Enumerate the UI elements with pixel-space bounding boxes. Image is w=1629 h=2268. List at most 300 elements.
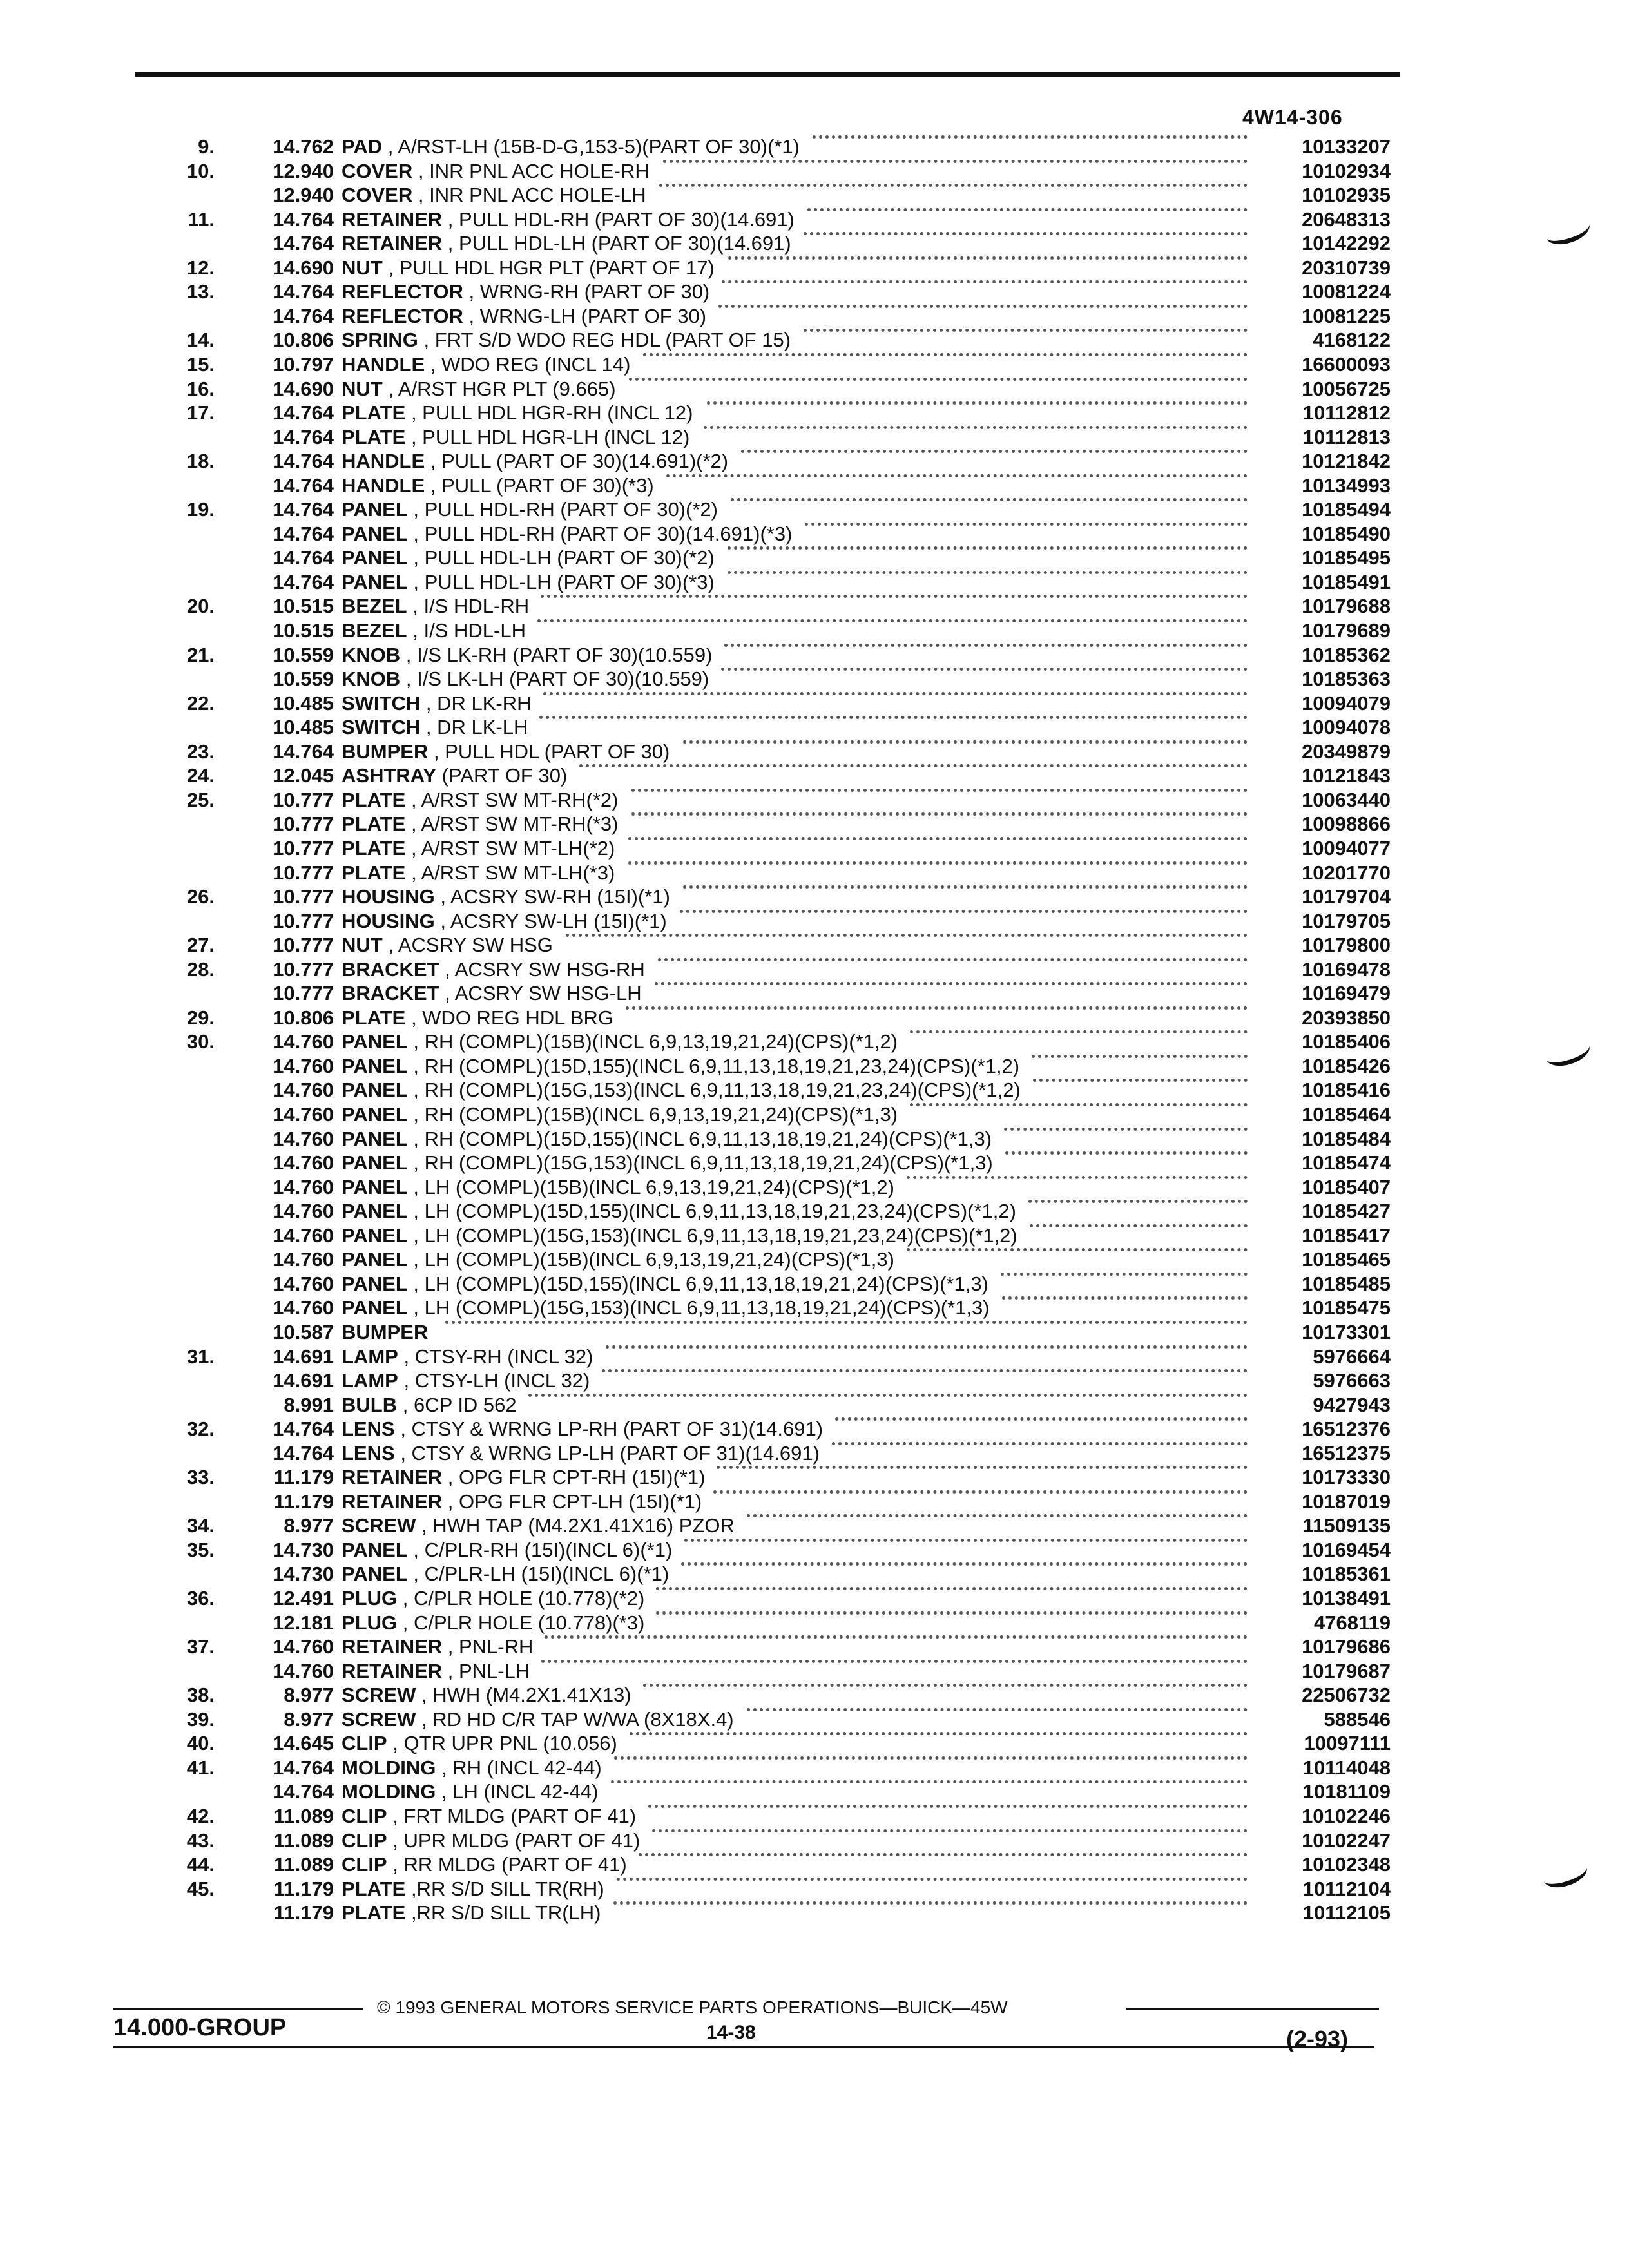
part-group-number: 11.089 bbox=[273, 1853, 334, 1876]
leader-dots bbox=[566, 934, 1248, 937]
part-name: PANEL bbox=[342, 1272, 408, 1295]
part-number: 10185495 bbox=[1302, 546, 1391, 570]
part-number: 10169454 bbox=[1302, 1538, 1391, 1561]
part-description bbox=[342, 1151, 993, 1175]
part-description bbox=[342, 764, 567, 787]
part-ref-number: 41. bbox=[186, 1756, 215, 1779]
part-group-number: 10.485 bbox=[273, 691, 334, 715]
part-name: PANEL bbox=[342, 522, 408, 545]
leader-dots bbox=[747, 1708, 1248, 1711]
part-description bbox=[342, 1103, 898, 1126]
leader-dots bbox=[666, 474, 1248, 477]
part-name: PANEL bbox=[342, 1296, 408, 1320]
part-spec: , A/RST HGR PLT (9.665) bbox=[388, 377, 616, 400]
part-name: LENS bbox=[342, 1441, 395, 1465]
part-spec: , DR LK-RH bbox=[425, 691, 532, 715]
part-spec: , LH (COMPL)(15B)(INCL 6,9,13,19,21,24)(CPS)(*1,2) bbox=[413, 1175, 894, 1198]
part-description bbox=[342, 1611, 644, 1635]
part-row bbox=[0, 1805, 1629, 1829]
part-ref-number: 28. bbox=[186, 957, 215, 981]
part-number: 10102247 bbox=[1302, 1829, 1391, 1852]
part-name: HANDLE bbox=[342, 352, 425, 376]
part-number: 10185485 bbox=[1302, 1272, 1391, 1295]
part-group-number: 14.764 bbox=[273, 1418, 334, 1441]
part-row bbox=[0, 1635, 1629, 1659]
part-number: 4768119 bbox=[1314, 1611, 1391, 1634]
leader-dots bbox=[707, 401, 1248, 405]
leader-dots bbox=[907, 1176, 1248, 1179]
leader-dots bbox=[680, 910, 1248, 913]
part-row bbox=[0, 789, 1629, 812]
part-name: CLIP bbox=[342, 1853, 387, 1876]
part-row bbox=[0, 885, 1629, 909]
part-spec: , RR MLDG (PART OF 41) bbox=[392, 1853, 627, 1876]
part-group-number: 8.977 bbox=[284, 1514, 334, 1537]
part-group-number: 14.760 bbox=[273, 1054, 334, 1077]
part-number: 10179705 bbox=[1302, 909, 1391, 932]
part-name: REFLECTOR bbox=[342, 304, 463, 327]
part-spec: , C/PLR-LH (15I)(INCL 6)(*1) bbox=[413, 1562, 670, 1586]
part-description bbox=[342, 1394, 517, 1417]
part-spec: , PULL HDL-LH (PART OF 30)(14.691) bbox=[447, 232, 791, 255]
part-name: BEZEL bbox=[342, 619, 407, 642]
part-number: 10179689 bbox=[1302, 619, 1391, 642]
part-spec: , PULL HDL-RH (PART OF 30)(14.691) bbox=[447, 207, 795, 231]
leader-dots bbox=[704, 426, 1248, 429]
part-number: 10179686 bbox=[1302, 1635, 1391, 1658]
part-ref-number: 25. bbox=[186, 788, 215, 811]
leader-dots bbox=[713, 1490, 1248, 1494]
part-name: NUT bbox=[342, 256, 383, 279]
part-name: PANEL bbox=[342, 570, 408, 593]
part-group-number: 14.760 bbox=[273, 1635, 334, 1658]
part-number: 10114048 bbox=[1302, 1756, 1391, 1779]
part-row bbox=[0, 1418, 1629, 1441]
part-name: RETAINER bbox=[342, 1490, 443, 1513]
part-group-number: 10.777 bbox=[273, 836, 334, 860]
part-spec: , A/RST SW MT-LH(*3) bbox=[410, 861, 615, 884]
part-number: 16512376 bbox=[1302, 1418, 1391, 1441]
part-description bbox=[342, 1055, 1019, 1078]
part-spec: , LH (COMPL)(15G,153)(INCL 6,9,11,13,18,19,21,24)(CPS)(*1,3) bbox=[413, 1296, 990, 1320]
part-group-number: 10.777 bbox=[273, 885, 334, 908]
leader-dots bbox=[543, 692, 1248, 695]
part-number: 10173330 bbox=[1302, 1466, 1391, 1489]
leader-dots bbox=[1002, 1296, 1248, 1300]
part-ref-number: 44. bbox=[186, 1853, 215, 1876]
part-name: PLATE bbox=[342, 401, 406, 425]
part-row bbox=[0, 1660, 1629, 1684]
part-name: PLUG bbox=[342, 1611, 398, 1634]
part-name: HOUSING bbox=[342, 909, 435, 932]
part-group-number: 8.977 bbox=[284, 1684, 334, 1707]
leader-dots bbox=[804, 329, 1248, 332]
part-description bbox=[342, 305, 706, 328]
part-name: KNOB bbox=[342, 668, 401, 691]
part-description bbox=[342, 571, 715, 594]
part-row bbox=[0, 934, 1629, 957]
part-spec: , LH (COMPL)(15D,155)(INCL 6,9,11,13,18,19,21,23,24)(CPS)(*1,2) bbox=[413, 1200, 1016, 1223]
part-number: 10081224 bbox=[1302, 280, 1391, 303]
part-description bbox=[342, 450, 728, 473]
part-spec: , CTSY & WRNG LP-RH (PART OF 31)(14.691) bbox=[400, 1418, 824, 1441]
part-row bbox=[0, 668, 1629, 691]
leader-dots bbox=[663, 160, 1248, 163]
part-description bbox=[342, 1128, 992, 1151]
part-group-number: 10.515 bbox=[273, 619, 334, 642]
part-number: 10185475 bbox=[1302, 1296, 1391, 1320]
part-name: SWITCH bbox=[342, 691, 421, 715]
part-group-number: 14.764 bbox=[273, 280, 334, 303]
part-name: PANEL bbox=[342, 1127, 408, 1150]
leader-dots bbox=[1032, 1055, 1248, 1058]
part-name: PANEL bbox=[342, 498, 408, 521]
leader-dots bbox=[1030, 1224, 1248, 1227]
part-row bbox=[0, 1055, 1629, 1079]
part-row bbox=[0, 426, 1629, 450]
part-spec: , PULL HDL-RH (PART OF 30)(14.691)(*3) bbox=[413, 522, 793, 545]
part-name: NUT bbox=[342, 934, 383, 957]
leader-dots bbox=[910, 1030, 1248, 1033]
part-name: PLATE bbox=[342, 1877, 406, 1900]
part-group-number: 14.764 bbox=[273, 1780, 334, 1803]
part-number: 10138491 bbox=[1302, 1587, 1391, 1610]
part-description bbox=[342, 329, 791, 352]
part-spec: , I/S HDL-LH bbox=[412, 619, 526, 642]
leader-dots bbox=[813, 135, 1248, 139]
part-row bbox=[0, 716, 1629, 740]
part-row bbox=[0, 280, 1629, 304]
part-description bbox=[342, 1708, 734, 1731]
part-description bbox=[342, 812, 618, 836]
part-number: 10185406 bbox=[1302, 1030, 1391, 1053]
part-row bbox=[0, 1442, 1629, 1466]
part-description bbox=[342, 523, 792, 546]
part-number: 10185494 bbox=[1302, 498, 1391, 521]
part-name: PANEL bbox=[342, 1562, 408, 1586]
part-description bbox=[342, 861, 615, 885]
part-group-number: 11.179 bbox=[273, 1877, 334, 1900]
part-ref-number: 24. bbox=[186, 764, 215, 787]
part-name: PANEL bbox=[342, 1248, 408, 1271]
part-name: SCREW bbox=[342, 1707, 416, 1731]
part-row bbox=[0, 958, 1629, 982]
part-spec: , I/S LK-RH (PART OF 30)(10.559) bbox=[405, 643, 713, 666]
part-spec: , DR LK-LH bbox=[425, 716, 528, 739]
part-spec: , WDO REG (INCL 14) bbox=[430, 352, 631, 376]
leader-dots bbox=[1028, 1200, 1248, 1203]
part-name: LENS bbox=[342, 1418, 395, 1441]
part-row bbox=[0, 1539, 1629, 1562]
leader-dots bbox=[630, 1732, 1248, 1735]
part-ref-number: 21. bbox=[186, 643, 215, 666]
part-row bbox=[0, 1853, 1629, 1877]
part-name: PAD bbox=[342, 135, 383, 158]
part-spec: , PULL HDL-LH (PART OF 30)(*2) bbox=[413, 546, 715, 570]
part-name: MOLDING bbox=[342, 1780, 436, 1803]
part-description bbox=[342, 498, 718, 521]
part-description bbox=[342, 1490, 702, 1514]
part-number: 10179687 bbox=[1302, 1659, 1391, 1682]
part-row bbox=[0, 450, 1629, 474]
part-description bbox=[342, 934, 553, 957]
leader-dots bbox=[628, 837, 1248, 840]
leader-dots bbox=[541, 595, 1248, 598]
part-description bbox=[342, 401, 693, 425]
part-spec: , PULL HDL HGR-LH (INCL 12) bbox=[410, 425, 690, 448]
part-spec: , ACSRY SW HSG-RH bbox=[445, 957, 645, 981]
part-description bbox=[342, 644, 712, 667]
part-ref-number: 29. bbox=[186, 1006, 215, 1029]
leader-dots bbox=[656, 1611, 1248, 1615]
part-ref-number: 22. bbox=[186, 691, 215, 715]
footer-rule-left bbox=[113, 2008, 363, 2010]
part-ref-number: 18. bbox=[186, 450, 215, 473]
part-description bbox=[342, 232, 791, 255]
part-ref-number: 37. bbox=[186, 1635, 215, 1658]
part-description bbox=[342, 885, 670, 908]
part-number: 20648313 bbox=[1302, 207, 1391, 231]
part-name: SWITCH bbox=[342, 716, 421, 739]
part-group-number: 11.089 bbox=[273, 1804, 334, 1827]
part-group-number: 12.940 bbox=[273, 159, 334, 182]
part-group-number: 14.730 bbox=[273, 1538, 334, 1561]
part-row bbox=[0, 353, 1629, 377]
part-description bbox=[342, 1780, 599, 1803]
part-spec: , A/RST SW MT-RH(*2) bbox=[410, 788, 619, 811]
part-name: MOLDING bbox=[342, 1756, 436, 1779]
leader-dots bbox=[655, 982, 1248, 985]
leader-dots bbox=[683, 885, 1248, 889]
part-number: 4168122 bbox=[1313, 329, 1391, 352]
part-name: PANEL bbox=[342, 1151, 408, 1175]
part-name: BRACKET bbox=[342, 957, 439, 981]
part-ref-number: 12. bbox=[186, 256, 215, 279]
part-ref-number: 39. bbox=[186, 1707, 215, 1731]
part-spec: , RH (COMPL)(15D,155)(INCL 6,9,11,13,18,19,21,24)(CPS)(*1,3) bbox=[413, 1127, 992, 1150]
part-ref-number: 33. bbox=[186, 1466, 215, 1489]
part-group-number: 14.760 bbox=[273, 1030, 334, 1053]
part-number: 10187019 bbox=[1302, 1490, 1391, 1513]
part-description bbox=[342, 1418, 823, 1441]
leader-dots bbox=[807, 208, 1248, 211]
part-name: PANEL bbox=[342, 546, 408, 570]
part-group-number: 14.690 bbox=[273, 377, 334, 400]
part-name: PLATE bbox=[342, 788, 406, 811]
part-name: CLIP bbox=[342, 1829, 387, 1852]
part-row bbox=[0, 1514, 1629, 1538]
part-row bbox=[0, 329, 1629, 352]
part-number: 10185417 bbox=[1302, 1224, 1391, 1247]
part-row bbox=[0, 1151, 1629, 1175]
part-row bbox=[0, 232, 1629, 256]
part-group-number: 14.764 bbox=[273, 304, 334, 327]
part-description bbox=[342, 1079, 1021, 1102]
part-description bbox=[342, 1684, 631, 1707]
part-number: 10094077 bbox=[1302, 836, 1391, 860]
part-spec: , LH (INCL 42-44) bbox=[441, 1780, 599, 1803]
part-ref-number: 15. bbox=[186, 352, 215, 376]
part-row bbox=[0, 474, 1629, 498]
part-spec: , RH (COMPL)(15G,153)(INCL 6,9,11,13,18,19,21,24)(CPS)(*1,3) bbox=[413, 1151, 993, 1175]
part-number: 10112812 bbox=[1302, 401, 1391, 425]
part-group-number: 10.806 bbox=[273, 329, 334, 352]
part-spec: , FRT S/D WDO REG HDL (PART OF 15) bbox=[423, 329, 791, 352]
part-row bbox=[0, 1128, 1629, 1151]
leader-dots bbox=[910, 1103, 1248, 1106]
part-number: 10056725 bbox=[1302, 377, 1391, 400]
part-row bbox=[0, 740, 1629, 764]
part-number: 10063440 bbox=[1302, 788, 1391, 811]
leader-dots bbox=[539, 716, 1248, 719]
part-description bbox=[342, 716, 528, 739]
part-row bbox=[0, 812, 1629, 836]
part-row bbox=[0, 1224, 1629, 1248]
part-spec: , INR PNL ACC HOLE-RH bbox=[418, 159, 650, 182]
part-number: 10102934 bbox=[1302, 159, 1391, 182]
leader-dots bbox=[741, 450, 1248, 453]
leader-dots bbox=[656, 1587, 1248, 1590]
part-spec: , PULL (PART OF 30)(*3) bbox=[430, 474, 654, 497]
part-name: RETAINER bbox=[342, 1635, 443, 1658]
part-row bbox=[0, 1466, 1629, 1490]
part-group-number: 10.777 bbox=[273, 982, 334, 1005]
part-row bbox=[0, 1345, 1629, 1369]
leader-dots bbox=[805, 523, 1248, 526]
part-name: PLATE bbox=[342, 812, 406, 836]
part-row bbox=[0, 1756, 1629, 1780]
part-number: 10185484 bbox=[1302, 1127, 1391, 1150]
part-name: PANEL bbox=[342, 1200, 408, 1223]
leader-dots bbox=[613, 1901, 1248, 1905]
leader-dots bbox=[445, 1321, 1248, 1324]
part-row bbox=[0, 1103, 1629, 1127]
leader-dots bbox=[728, 546, 1248, 550]
part-number: 10142292 bbox=[1302, 232, 1391, 255]
part-row bbox=[0, 1490, 1629, 1514]
leader-dots bbox=[721, 668, 1248, 671]
part-name: ASHTRAY bbox=[342, 764, 436, 787]
part-group-number: 14.764 bbox=[273, 401, 334, 425]
part-spec: , RH (COMPL)(15B)(INCL 6,9,13,19,21,24)(CPS)(*1,3) bbox=[413, 1103, 898, 1126]
part-ref-number: 23. bbox=[186, 740, 215, 763]
part-row bbox=[0, 1708, 1629, 1732]
part-number: 588546 bbox=[1324, 1707, 1391, 1731]
part-spec: , PULL HDL-RH (PART OF 30)(*2) bbox=[413, 498, 718, 521]
part-group-number: 12.491 bbox=[273, 1587, 334, 1610]
part-spec: , ACSRY SW HSG bbox=[388, 934, 553, 957]
part-ref-number: 45. bbox=[186, 1877, 215, 1900]
part-number: 10185426 bbox=[1302, 1054, 1391, 1077]
part-spec: , WRNG-RH (PART OF 30) bbox=[468, 280, 710, 303]
part-group-number: 10.806 bbox=[273, 1006, 334, 1029]
part-description bbox=[342, 1200, 1016, 1223]
leader-dots bbox=[579, 764, 1248, 767]
part-ref-number: 36. bbox=[186, 1587, 215, 1610]
part-name: PLUG bbox=[342, 1587, 398, 1610]
part-row bbox=[0, 644, 1629, 668]
part-spec: , PNL-LH bbox=[447, 1659, 530, 1682]
part-spec: , OPG FLR CPT-RH (15I)(*1) bbox=[447, 1466, 706, 1489]
part-spec: , QTR UPR PNL (10.056) bbox=[392, 1732, 617, 1755]
part-number: 10185361 bbox=[1302, 1562, 1391, 1586]
part-number: 10102935 bbox=[1302, 184, 1391, 207]
part-description bbox=[342, 1901, 601, 1925]
part-spec: ,RR S/D SILL TR(LH) bbox=[410, 1901, 601, 1925]
part-spec: , RD HD C/R TAP W/WA (8X18X.4) bbox=[421, 1707, 734, 1731]
part-description bbox=[342, 1345, 593, 1369]
part-number: 10134993 bbox=[1302, 474, 1391, 497]
part-name: RETAINER bbox=[342, 1659, 443, 1682]
part-group-number: 14.730 bbox=[273, 1562, 334, 1586]
part-row bbox=[0, 764, 1629, 788]
part-number: 10185491 bbox=[1302, 570, 1391, 593]
footer-rule-right bbox=[1126, 2008, 1379, 2010]
part-name: CLIP bbox=[342, 1732, 387, 1755]
part-group-number: 14.764 bbox=[273, 474, 334, 497]
part-ref-number: 34. bbox=[186, 1514, 215, 1537]
part-group-number: 11.089 bbox=[273, 1829, 334, 1852]
leader-dots bbox=[832, 1442, 1248, 1445]
part-number: 10185465 bbox=[1302, 1248, 1391, 1271]
part-group-number: 11.179 bbox=[273, 1490, 334, 1513]
part-description bbox=[342, 1756, 602, 1780]
leader-dots bbox=[683, 740, 1248, 744]
part-ref-number: 31. bbox=[186, 1345, 215, 1368]
part-group-number: 14.760 bbox=[273, 1151, 334, 1175]
part-row bbox=[0, 692, 1629, 716]
leader-dots bbox=[611, 1780, 1248, 1783]
part-group-number: 10.777 bbox=[273, 812, 334, 836]
part-row bbox=[0, 1684, 1629, 1707]
part-spec: , RH (INCL 42-44) bbox=[441, 1756, 602, 1779]
leader-dots bbox=[626, 1006, 1248, 1010]
part-description bbox=[342, 256, 715, 280]
part-spec: , CTSY-LH (INCL 32) bbox=[403, 1369, 590, 1392]
part-group-number: 14.764 bbox=[273, 232, 334, 255]
part-name: PANEL bbox=[342, 1538, 408, 1561]
part-description bbox=[342, 1030, 898, 1053]
part-ref-number: 38. bbox=[186, 1684, 215, 1707]
part-number: 9427943 bbox=[1313, 1393, 1391, 1416]
part-number: 10185474 bbox=[1302, 1151, 1391, 1175]
leader-dots bbox=[545, 1635, 1248, 1639]
footer-copyright: © 1993 GENERAL MOTORS SERVICE PARTS OPERATIONS—BUICK—45W bbox=[377, 1997, 1008, 2017]
part-number: 10112105 bbox=[1302, 1901, 1391, 1925]
part-row bbox=[0, 595, 1629, 619]
part-spec: , A/RST SW MT-RH(*3) bbox=[410, 812, 619, 836]
part-name: REFLECTOR bbox=[342, 280, 463, 303]
part-row bbox=[0, 135, 1629, 159]
part-spec: , I/S HDL-RH bbox=[412, 595, 530, 618]
part-row bbox=[0, 1176, 1629, 1200]
part-group-number: 14.764 bbox=[273, 1441, 334, 1465]
part-group-number: 12.181 bbox=[273, 1611, 334, 1634]
part-spec: , A/RST-LH (15B-D-G,153-5)(PART OF 30)(*1) bbox=[387, 135, 800, 158]
part-spec: , CTSY-RH (INCL 32) bbox=[403, 1345, 593, 1368]
part-group-number: 14.764 bbox=[273, 498, 334, 521]
part-group-number: 11.179 bbox=[273, 1466, 334, 1489]
part-row bbox=[0, 1006, 1629, 1030]
part-description bbox=[342, 1296, 990, 1320]
part-description bbox=[342, 1878, 604, 1901]
part-ref-number: 42. bbox=[186, 1804, 215, 1827]
part-spec: (PART OF 30) bbox=[441, 764, 568, 787]
part-name: COVER bbox=[342, 159, 413, 182]
part-spec: , ACSRY SW-LH (15I)(*1) bbox=[440, 909, 667, 932]
part-group-number: 10.587 bbox=[273, 1320, 334, 1343]
part-number: 10102246 bbox=[1302, 1804, 1391, 1827]
